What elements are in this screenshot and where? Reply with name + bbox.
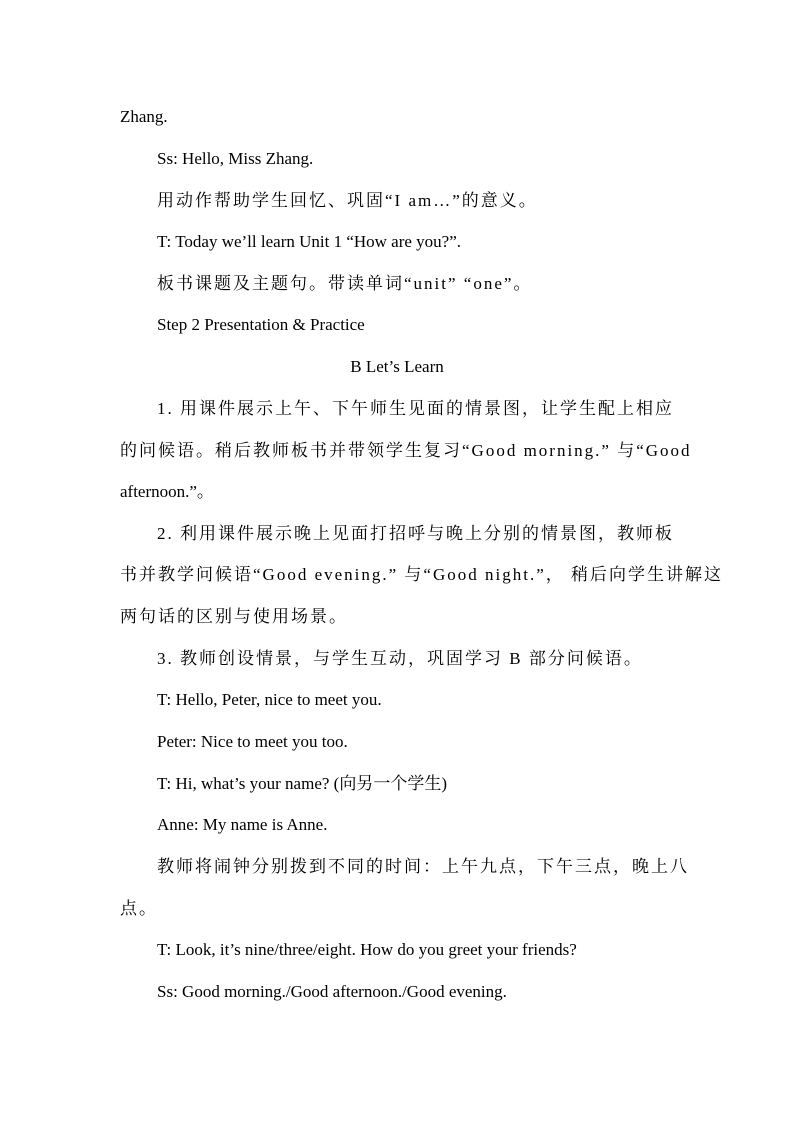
text-line: T: Hello, Peter, nice to meet you. <box>157 690 382 709</box>
text-line: T: Today we’ll learn Unit 1 “How are you?”. <box>157 232 462 251</box>
text-line: 板书课题及主题句。带读单词“unit” “one”。 <box>157 274 533 293</box>
step-heading: Step 2 Presentation & Practice <box>157 315 365 334</box>
text-line: 书并教学问候语“Good evening.” 与“Good night.”， 稍后向学生讲解这 <box>120 565 723 584</box>
text-line: 1. 用课件展示上午、下午师生见面的情景图，让学生配上相应 <box>157 399 674 418</box>
text-line: 点。 <box>120 899 158 918</box>
text-line: Anne: My name is Anne. <box>157 815 328 834</box>
text-line: 用动作帮助学生回忆、巩固“I am…”的意义。 <box>157 191 538 210</box>
text-line: Peter: Nice to meet you too. <box>157 732 348 751</box>
text-line: T: Look, it’s nine/three/eight. How do you greet your friends? <box>157 940 577 959</box>
text-line: afternoon.”。 <box>120 482 214 501</box>
text-line: T: Hi, what’s your name? (向另一个学生) <box>157 774 447 793</box>
text-line: 的问候语。稍后教师板书并带领学生复习“Good morning.” 与“Good <box>120 441 692 460</box>
text-line: Ss: Hello, Miss Zhang. <box>157 149 314 168</box>
text-line: 3. 教师创设情景，与学生互动，巩固学习 B 部分问候语。 <box>157 649 643 668</box>
text-line: Ss: Good morning./Good afternoon./Good evening. <box>157 982 507 1001</box>
text-line: 两句话的区别与使用场景。 <box>120 607 348 626</box>
text-line: 教师将闹钟分别拨到不同的时间：上午九点，下午三点，晚上八 <box>157 857 689 876</box>
section-heading: B Let’s Learn <box>350 357 444 376</box>
text-line: 2. 利用课件展示晚上见面打招呼与晚上分别的情景图，教师板 <box>157 524 674 543</box>
text-line: Zhang. <box>120 107 168 126</box>
